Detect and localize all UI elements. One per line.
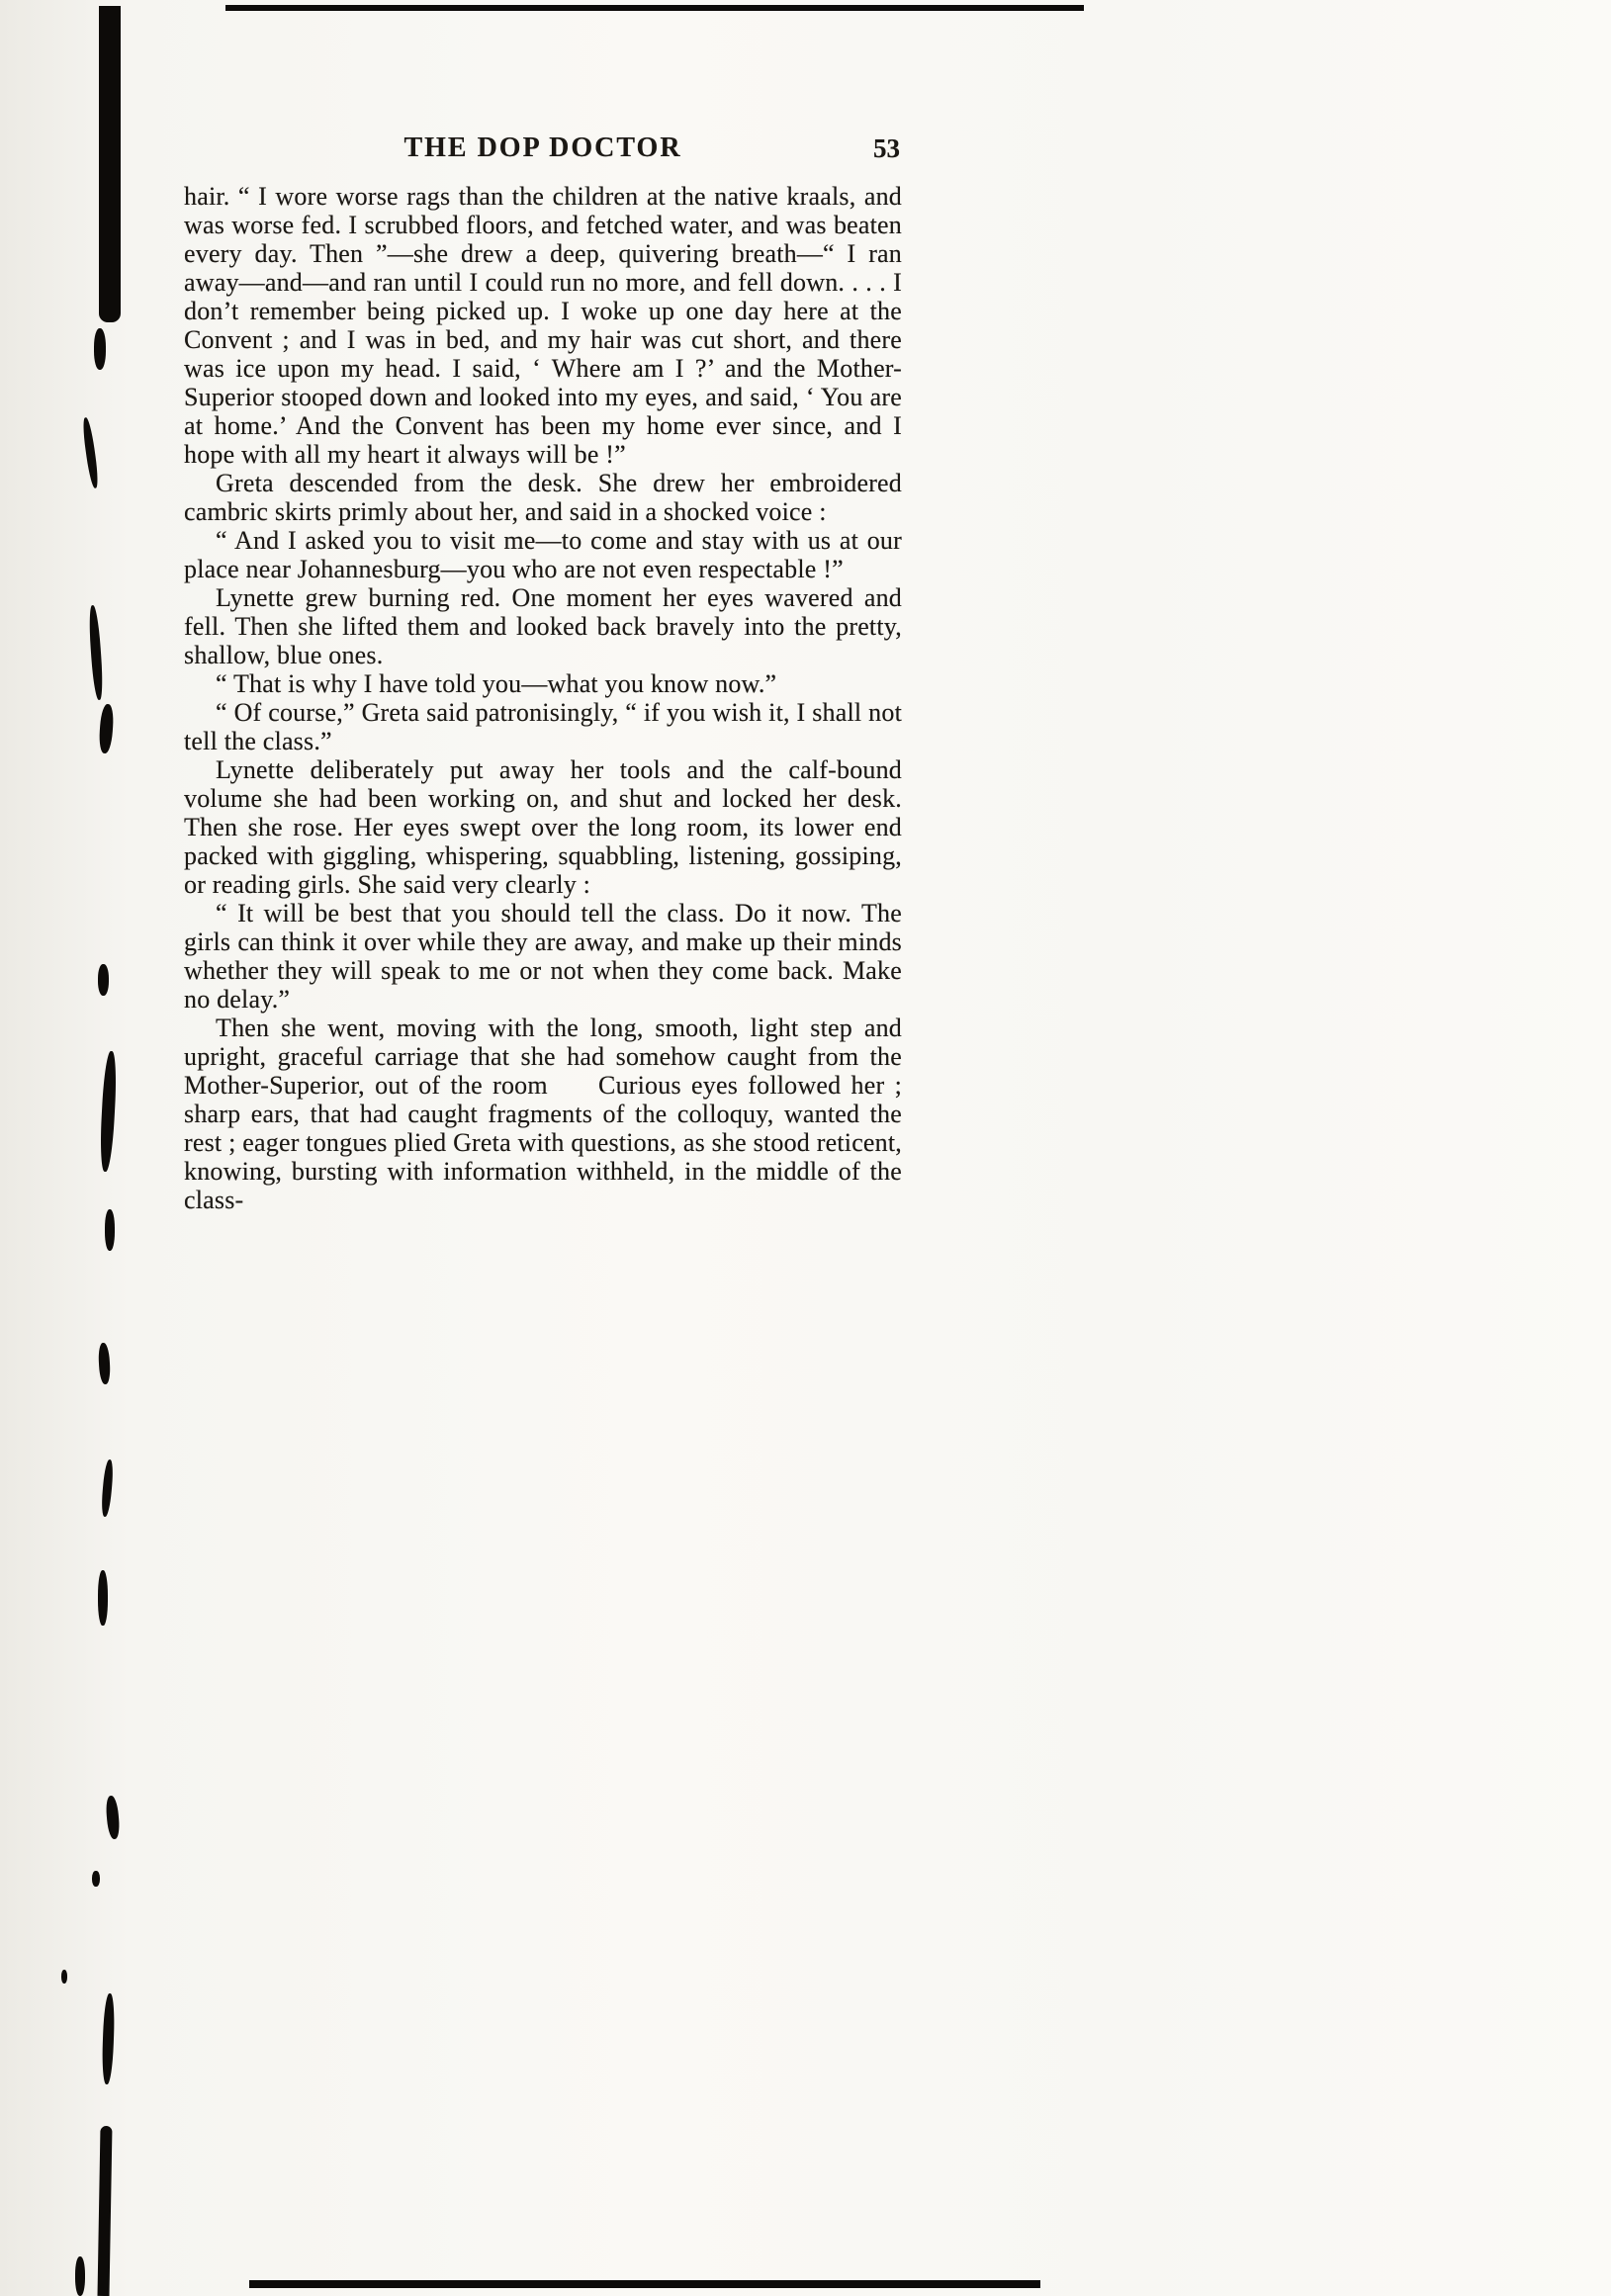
paragraph: “ And I asked you to visit me—to come and stay with us at our place near Johannesburg—you who are not even respectable !”	[184, 526, 902, 583]
scan-artifact	[98, 704, 114, 754]
scan-artifact	[61, 1970, 67, 1984]
paragraph: Lynette grew burning red. One moment her eyes wavered and fell. Then she lifted them and looked back bravely into the pretty, shallow, blue ones.	[184, 583, 902, 669]
scan-artifact-top-line	[225, 5, 1084, 11]
scan-artifact	[75, 2256, 85, 2296]
page-title: THE DOP DOCTOR	[403, 132, 682, 163]
scan-artifact	[98, 1570, 108, 1626]
scan-artifact	[105, 1209, 115, 1251]
running-head	[184, 132, 902, 168]
scan-artifact	[98, 2126, 113, 2296]
scan-artifact	[92, 1871, 100, 1887]
paragraph: “ It will be best that you should tell the class. Do it now. The girls can think it over while they are away, and make up their minds whether they will speak to me or not when they come back. Make no delay.”	[184, 899, 902, 1014]
scan-artifact	[105, 1796, 121, 1840]
scan-artifact-bottom-line	[249, 2280, 1040, 2288]
scan-artifact	[98, 1343, 111, 1385]
paragraph: hair. “ I wore worse rags than the children at the native kraals, and was worse fed. I scrubbed floors, and fetched water, and was beaten every day. Then ”—she drew a deep, quivering breath—“ I ran away—and—and ran until I could run no more, and fell down. . . . I don’t remember being picked up. I woke up one day here at the Convent ; and I was in bed, and my hair was cut short, and there was ice upon my head. I said, ‘ Where am I ?’ and the Mother-Superior stooped down and looked into my eyes, and said, ‘ You are at home.’ And the Convent has been my home ever since, and I hope with all my heart it always will be !”	[184, 182, 902, 469]
scan-artifact	[81, 417, 100, 489]
paragraph: “ That is why I have told you—what you know now.”	[216, 669, 777, 698]
scan-artifact	[88, 605, 105, 700]
scan-artifact	[100, 1459, 114, 1518]
scan-artifact	[99, 1051, 118, 1173]
body-text	[184, 182, 902, 1214]
paragraph: Greta descended from the desk. She drew her embroidered cambric skirts primly about her, and said in a shocked voice :	[184, 469, 902, 526]
page-text	[184, 132, 902, 1214]
scan-artifact	[101, 1993, 115, 2084]
paragraph: Then she went, moving with the long, smooth, light step and upright, graceful carriage that she had somehow caught from the Mother-Superior, out of the room Curious eyes followed her ; sharp ears, that had caught fragments of the colloquy, wanted the rest ; eager tongues plied Greta with questions, as she stood reticent, knowing, bursting with information withheld, in the middle of the class-	[184, 1014, 902, 1214]
scan-artifact	[98, 964, 109, 996]
page-number: 53	[873, 133, 900, 163]
scan-artifact-binding-bar	[99, 6, 121, 322]
scan-artifact	[94, 328, 106, 370]
paragraph: “ Of course,” Greta said patronisingly, “ if you wish it, I shall not tell the class.”	[184, 698, 902, 755]
paragraph: Lynette deliberately put away her tools and the calf-bound volume she had been working on, and shut and locked her desk. Then she rose. Her eyes swept over the long room, its lower end packed with giggling, whispering, squabbling, listening, gossiping, or reading girls. She said very clearly :	[184, 755, 902, 899]
